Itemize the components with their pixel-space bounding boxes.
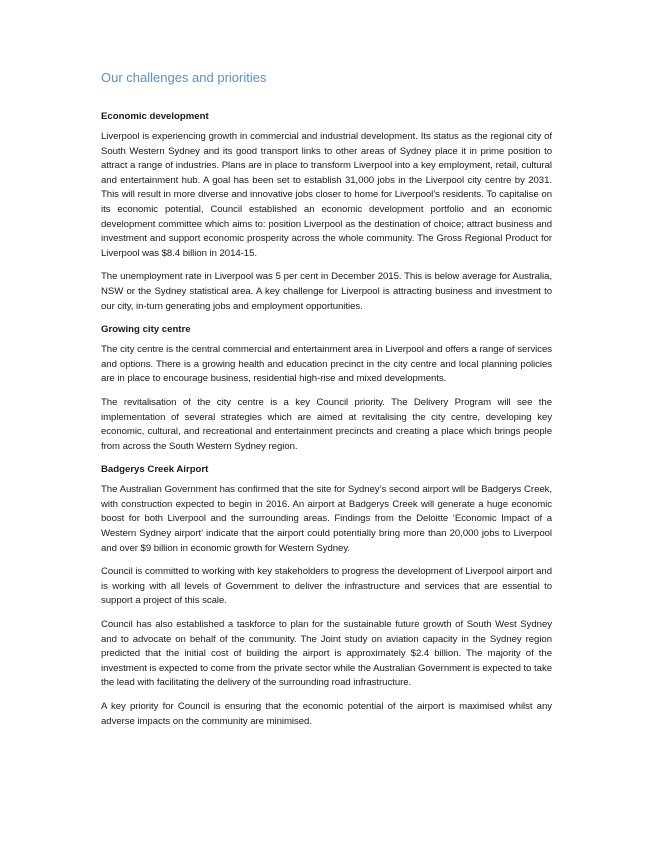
paragraph: Council is committed to working with key stakeholders to progress the development of Liverpool airport and is working with all levels of Government to deliver the infrastructure and services that are essential to support a project of this scale. [101, 566, 552, 607]
section-heading: Growing city centre [101, 324, 191, 336]
paragraph: The city centre is the central commercial and entertainment area in Liverpool and offers a range of services and options. There is a growing health and education precinct in the city centre and local planning policies are in place to encourage business, residential high-rise and mixed developments. [101, 344, 552, 385]
section-growing-city-centre [101, 323, 552, 454]
section-heading: Badgerys Creek Airport [101, 464, 209, 476]
section-badgerys-creek-airport [101, 463, 552, 729]
document-page [101, 68, 552, 738]
section-heading: Economic development [101, 111, 209, 122]
section-economic-development [101, 110, 552, 314]
paragraph: Liverpool is experiencing growth in commercial and industrial development. Its status as the regional city of South Western Sydney and its good transport links to other areas of Sydney place it in prime position to attract a range of industries. Plans are in place to transform Liverpool into a key employment, retail, cultural and entertainment hub. A goal has been set to establish 31,000 jobs in the Liverpool city centre by 2031. This will result in more diverse and innovative jobs closer to home for Liverpool’s residents. To capitalise on its economic potential, Council established an economic development portfolio and an economic development committee which aims to: position Liverpool as the destination of choice; attract business and investment and support economic prosperity across the whole community. The Gross Regional Product for Liverpool was $8.4 billion in 2014-15. [101, 131, 552, 259]
paragraph: The Australian Government has confirmed that the site for Sydney’s second airport will be Badgerys Creek, with construction expected to begin in 2016. An airport at Badgerys Creek will generate a huge economic boost for both Liverpool and the surrounding areas. Findings from the Deloitte ‘Economic Impact of a Western Sydney airport’ indicate that the airport could potentially bring more than 20,000 jobs to Liverpool and over $9 billion in economic growth for Western Sydney. [101, 484, 552, 554]
paragraph: Council has also established a taskforce to plan for the sustainable future growth of South West Sydney and to advocate on behalf of the community. The Joint study on aviation capacity in the Sydney region predicted that the initial cost of building the airport is approximately $2.4 billion. The majority of the investment is expected to come from the private sector while the Australian Government is expected to take the lead with facilitating the delivery of the surrounding road infrastructure. [101, 619, 552, 689]
paragraph: The revitalisation of the city centre is a key Council priority. The Delivery Program will see the implementation of several strategies which are aimed at revitalising the city centre, developing key economic, cultural, and recreational and entertainment precincts and creating a place which brings people from across the South Western Sydney region. [101, 396, 552, 452]
paragraph: A key priority for Council is ensuring that the economic potential of the airport is maximised whilst any adverse impacts on the community are minimised. [101, 701, 552, 727]
page-title: Our challenges and priorities [101, 70, 267, 85]
paragraph: The unemployment rate in Liverpool was 5 per cent in December 2015. This is below average for Australia, NSW or the Sydney statistical area. A key challenge for Liverpool is attracting business and investment to our city, in-turn generating jobs and employment opportunities. [101, 271, 552, 312]
